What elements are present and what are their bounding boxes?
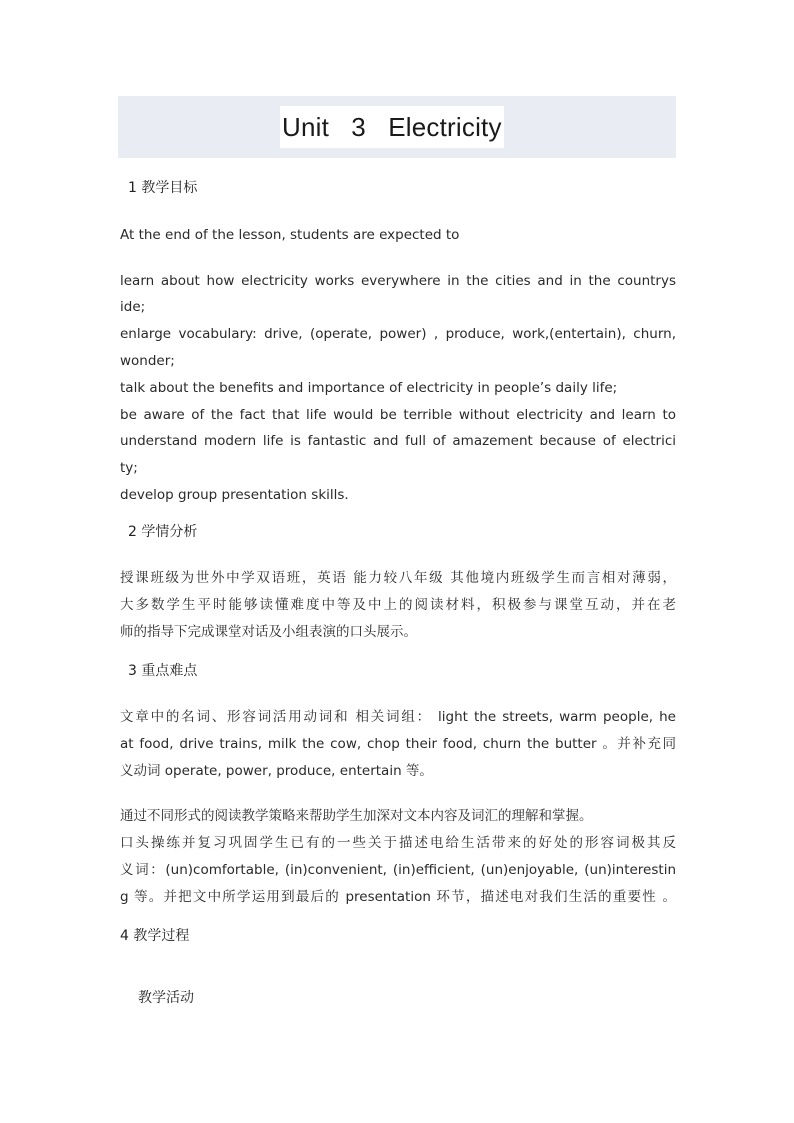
section-2-heading: 2 学情分析 [128,524,198,540]
teaching-activity-label: 教学活动 [138,990,194,1006]
keypoint-line: 义动词 operate, power, produce, entertain 等。 [120,763,433,779]
objective-line: understand modern life is fantastic and full of amazement because of electrici [120,433,676,449]
keypoint-line: 通过不同形式的阅读教学策略来帮助学生加深对文本内容及词汇的理解和掌握。 [120,808,593,824]
keypoint-line: 文章中的名词、形容词活用动词和 相关词组： light the streets, warm people, he [120,709,676,725]
objective-line: ide; [120,299,146,315]
analysis-line: 授课班级为世外中学双语班，英语 能力较八年级 其他境内班级学生而言相对薄弱， [120,570,676,586]
objective-line: enlarge vocabulary: drive, (operate, power) , produce, work,(entertain), churn, [120,326,676,342]
section-4-heading: 4 教学过程 [120,928,190,944]
keypoint-line: 口头操练并复习巩固学生已有的一些关于描述电给生活带来的好处的形容词极其反 [120,835,676,851]
analysis-line: 师的指导下完成课堂对话及小组表演的口头展示。 [120,624,417,640]
keypoint-line: 义词：(un)comfortable, (in)convenient, (in)efficient, (un)enjoyable, (un)interestin [120,862,676,878]
objective-line: be aware of the fact that life would be terrible without electricity and learn to [120,407,676,423]
page-title: Unit 3 Electricity [280,106,504,148]
keypoint-line: at food, drive trains, milk the cow, chop their food, churn the butter 。并补充同 [120,736,676,752]
section-3-heading: 3 重点难点 [128,663,198,679]
objective-line: ty; [120,460,138,476]
objective-line: develop group presentation skills. [120,487,349,503]
keypoint-line: g 等。并把文中所学运用到最后的 presentation 环节，描述电对我们生活的重要性 。 [120,889,676,905]
section-1-heading: 1 教学目标 [128,180,198,196]
section-1-intro: At the end of the lesson, students are expected to [120,227,460,243]
objective-line: learn about how electricity works everywhere in the cities and in the countrys [120,273,676,289]
analysis-line: 大多数学生平时能够读懂难度中等及中上的阅读材料，积极参与课堂互动，并在老 [120,597,676,613]
objective-line: wonder; [120,353,175,369]
objective-line: talk about the benefits and importance of electricity in people’s daily life; [120,380,618,396]
